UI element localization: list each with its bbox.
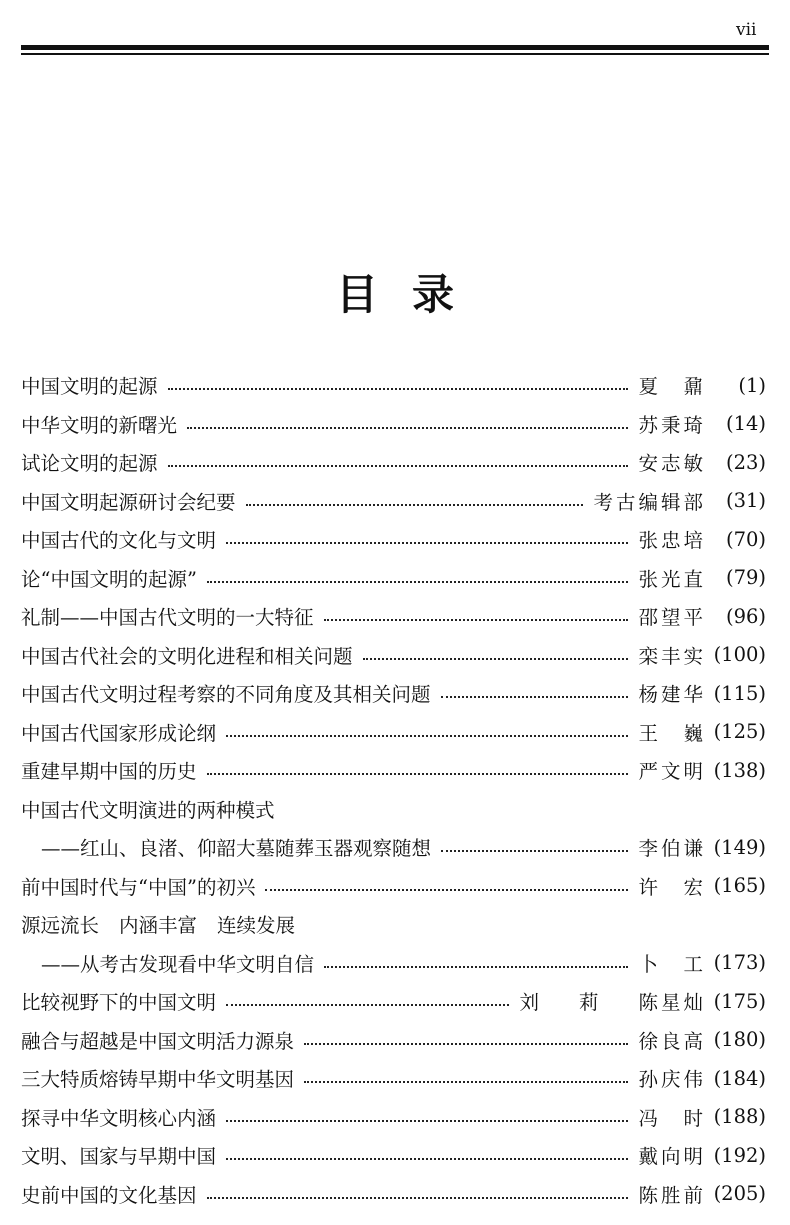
toc-entry-page: (115) xyxy=(713,681,766,705)
toc-entry-title: 融合与超越是中国文明活力源泉 xyxy=(21,1029,295,1053)
toc-entry-author: 孙庆伟 xyxy=(638,1068,706,1092)
table-of-contents xyxy=(21,366,766,1213)
toc-entry-title: 中国文明的起源 xyxy=(21,375,158,399)
dot-leader xyxy=(226,1120,628,1122)
toc-entry-title: 礼制——中国古代文明的一大特征 xyxy=(21,606,314,630)
dot-leader xyxy=(304,1081,628,1083)
dot-leader xyxy=(363,658,629,660)
toc-entry[interactable] xyxy=(21,674,766,713)
toc-entry[interactable] xyxy=(21,1136,766,1175)
toc-entry-author: 莉 xyxy=(578,991,599,1015)
toc-entry-title: 三大特质熔铸早期中华文明基因 xyxy=(21,1068,295,1092)
toc-title-phrase: 连续发展 xyxy=(217,914,296,938)
toc-entry-title: 中国古代文明演进的两种模式 xyxy=(21,798,275,822)
dot-leader xyxy=(324,966,628,968)
dot-leader xyxy=(226,1158,628,1160)
toc-entry-title: 重建早期中国的历史 xyxy=(21,760,197,784)
toc-entry-title: 史前中国的文化基因 xyxy=(21,1183,197,1207)
toc-entry[interactable] xyxy=(21,366,766,405)
toc-entry-page: (70) xyxy=(725,527,766,551)
toc-entry-title: ——红山、良渚、仰韶大墓随葬玉器观察随想 xyxy=(41,837,432,861)
header-rule-thick xyxy=(21,45,769,50)
toc-entry-title: 中国古代国家形成论纲 xyxy=(21,721,217,745)
toc-entry[interactable] xyxy=(21,867,766,906)
toc-entry-page: (180) xyxy=(713,1028,766,1052)
page-number: vii xyxy=(736,20,757,40)
dot-leader xyxy=(207,1197,629,1199)
dot-leader xyxy=(265,889,628,891)
toc-entry-author: 徐良高 xyxy=(638,1029,706,1053)
toc-entry[interactable] xyxy=(21,443,766,482)
toc-entry-author: 卜 工 xyxy=(638,952,706,976)
toc-entry-author: 杨建华 xyxy=(638,683,706,707)
toc-entry-author: 李伯谦 xyxy=(638,837,706,861)
toc-entry-page: (96) xyxy=(725,604,766,628)
dot-leader xyxy=(324,619,629,621)
header-rule-thin xyxy=(21,53,769,55)
toc-entry-title: ——从考古发现看中华文明自信 xyxy=(41,952,315,976)
toc-entry-author: 严文明 xyxy=(638,760,706,784)
toc-entry[interactable] xyxy=(21,713,766,752)
toc-entry-author: 考古编辑部 xyxy=(593,490,706,514)
toc-entry-page: (175) xyxy=(713,989,766,1013)
toc-entry-title: 中国古代的文化与文明 xyxy=(21,529,217,553)
toc-entry-page: (1) xyxy=(738,373,766,397)
toc-entry-title: 中华文明的新曙光 xyxy=(21,413,178,437)
toc-entry-author: 冯 时 xyxy=(638,1106,706,1130)
toc-entry-page: (23) xyxy=(725,450,766,474)
toc-entry-author: 夏 鼐 xyxy=(638,375,706,399)
toc-entry[interactable] xyxy=(21,520,766,559)
toc-entry-title: 前中国时代与“中国”的初兴 xyxy=(21,875,256,899)
toc-entry-title xyxy=(21,910,295,938)
toc-entry[interactable] xyxy=(21,1098,766,1137)
toc-entry[interactable] xyxy=(21,751,766,790)
toc-entry-page: (125) xyxy=(713,720,766,744)
toc-entry-page: (188) xyxy=(713,1105,766,1129)
toc-title-phrase: 内涵丰富 xyxy=(119,914,198,938)
toc-entry-authors xyxy=(519,987,706,1015)
toc-entry-title: 中国古代社会的文明化进程和相关问题 xyxy=(21,644,353,668)
dot-leader xyxy=(226,542,628,544)
toc-entry-heading[interactable] xyxy=(21,790,766,829)
dot-leader xyxy=(168,465,629,467)
toc-entry[interactable] xyxy=(21,1021,766,1060)
toc-entry[interactable] xyxy=(21,405,766,444)
toc-entry-page: (205) xyxy=(713,1182,766,1206)
toc-entry-title: 比较视野下的中国文明 xyxy=(21,991,217,1015)
toc-entry-author: 张光直 xyxy=(638,567,706,591)
toc-entry-author: 苏秉琦 xyxy=(638,413,706,437)
toc-entry-author: 安志敏 xyxy=(638,452,706,476)
toc-entry[interactable] xyxy=(21,1059,766,1098)
toc-entry[interactable] xyxy=(21,982,766,1021)
toc-entry-heading[interactable] xyxy=(21,905,766,944)
toc-entry-page: (138) xyxy=(713,758,766,782)
toc-entry-page: (165) xyxy=(713,874,766,898)
toc-entry-author: 戴向明 xyxy=(638,1145,706,1169)
toc-entry-title: 中国古代文明过程考察的不同角度及其相关问题 xyxy=(21,683,431,707)
toc-entry-author: 陈星灿 xyxy=(638,991,706,1015)
toc-entry-subtitle[interactable] xyxy=(21,828,766,867)
toc-entry-page: (31) xyxy=(725,489,766,513)
toc-entry-page: (173) xyxy=(713,951,766,975)
toc-title-phrase: 源远流长 xyxy=(21,914,100,938)
dot-leader xyxy=(304,1043,628,1045)
toc-entry-page: (14) xyxy=(725,412,766,436)
toc-entry[interactable] xyxy=(21,597,766,636)
toc-entry-author: 王 巍 xyxy=(638,721,706,745)
toc-entry-title: 论“中国文明的起源” xyxy=(21,567,197,591)
toc-entry-author: 许 宏 xyxy=(638,875,706,899)
toc-entry-author: 刘 xyxy=(519,991,539,1015)
toc-entry-author: 张忠培 xyxy=(638,529,706,553)
toc-entry-page: (149) xyxy=(713,835,766,859)
toc-entry-page: (192) xyxy=(713,1143,766,1167)
toc-entry[interactable] xyxy=(21,636,766,675)
toc-entry-page: (100) xyxy=(713,643,766,667)
toc-entry[interactable] xyxy=(21,1175,766,1214)
dot-leader xyxy=(226,735,628,737)
toc-entry-title: 文明、国家与早期中国 xyxy=(21,1145,217,1169)
toc-entry[interactable] xyxy=(21,559,766,598)
dot-leader xyxy=(226,1004,509,1006)
toc-entry[interactable] xyxy=(21,482,766,521)
toc-entry-page: (184) xyxy=(713,1066,766,1090)
toc-entry-author: 栾丰实 xyxy=(638,644,706,668)
toc-entry-title: 中国文明起源研讨会纪要 xyxy=(21,490,236,514)
toc-entry-title: 试论文明的起源 xyxy=(21,452,158,476)
toc-entry-author: 邵望平 xyxy=(638,606,706,630)
dot-leader xyxy=(168,388,629,390)
dot-leader xyxy=(207,581,629,583)
toc-entry-author: 陈胜前 xyxy=(638,1183,706,1207)
dot-leader xyxy=(187,427,628,429)
dot-leader xyxy=(441,696,629,698)
dot-leader xyxy=(441,850,628,852)
toc-entry-subtitle[interactable] xyxy=(21,944,766,983)
toc-entry-title: 探寻中华文明核心内涵 xyxy=(21,1106,217,1130)
toc-entry-page: (79) xyxy=(725,566,766,590)
dot-leader xyxy=(207,773,629,775)
dot-leader xyxy=(246,504,584,506)
page-title: 目录 xyxy=(335,270,488,319)
